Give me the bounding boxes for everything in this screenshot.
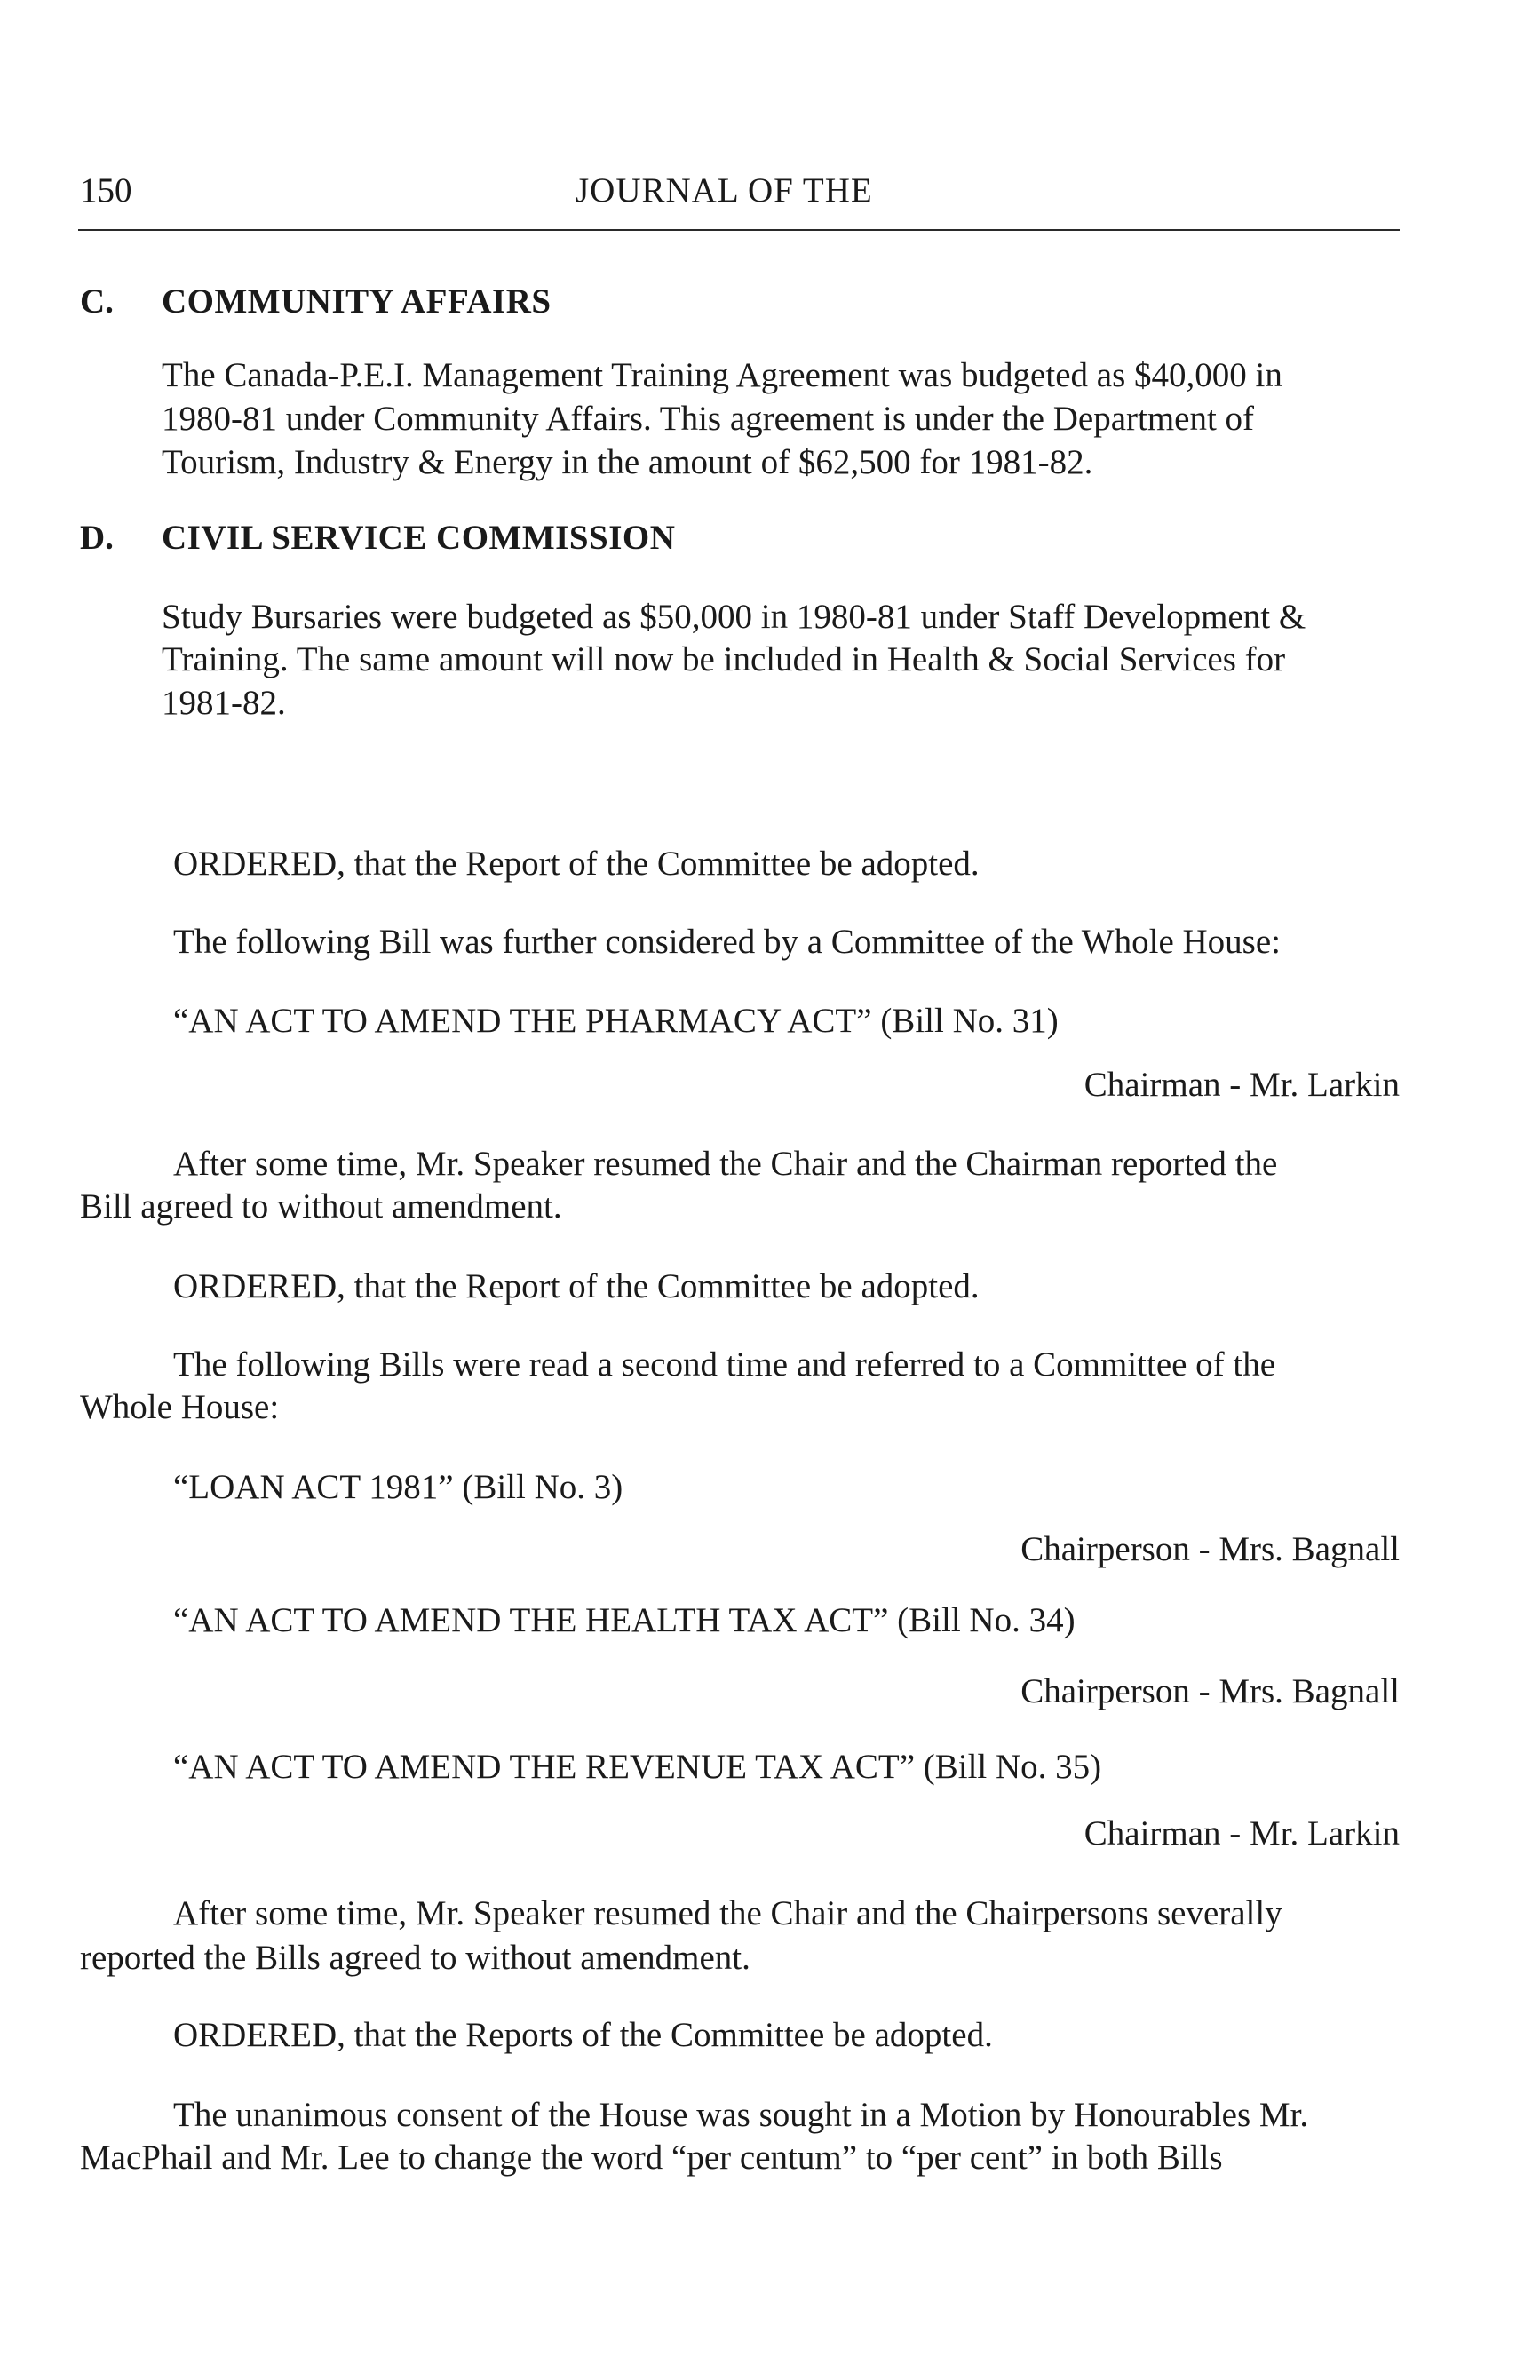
chairperson-credit: Chairperson - Mrs. Bagnall bbox=[1020, 1530, 1400, 1568]
section-d-title: CIVIL SERVICE COMMISSION bbox=[162, 519, 676, 557]
after-time-paragraph: reported the Bills agreed to without amendment. bbox=[80, 1939, 750, 1977]
header-rule bbox=[78, 229, 1400, 231]
after-time-paragraph: After some time, Mr. Speaker resumed the Chair and the Chairman reported the bbox=[173, 1145, 1278, 1183]
section-d-letter: D. bbox=[80, 519, 114, 557]
after-time-paragraph: After some time, Mr. Speaker resumed the Chair and the Chairpersons severally bbox=[173, 1894, 1282, 1932]
consent-paragraph: MacPhail and Mr. Lee to change the word “per centum” to “per cent” in both Bills bbox=[80, 2138, 1223, 2177]
bill-title-revenue-tax: “AN ACT TO AMEND THE REVENUE TAX ACT” (Bill No. 35) bbox=[173, 1748, 1102, 1786]
section-d-line: Study Bursaries were budgeted as $50,000 in 1980-81 under Staff Development & bbox=[162, 598, 1306, 636]
ordered-paragraph: ORDERED, that the Report of the Committee be adopted. bbox=[173, 845, 980, 883]
section-d-line: 1981-82. bbox=[162, 684, 286, 722]
bill-title-loan: “LOAN ACT 1981” (Bill No. 3) bbox=[173, 1468, 623, 1506]
section-c-line: 1980-81 under Community Affairs. This agreement is under the Department of bbox=[162, 400, 1255, 438]
bill-title-health-tax: “AN ACT TO AMEND THE HEALTH TAX ACT” (Bill No. 34) bbox=[173, 1601, 1076, 1639]
following-bills-paragraph: The following Bills were read a second time and referred to a Committee of the bbox=[173, 1345, 1276, 1384]
running-head: JOURNAL OF THE bbox=[576, 171, 873, 210]
section-c-line: The Canada-P.E.I. Management Training Agreement was budgeted as $40,000 in bbox=[162, 356, 1282, 394]
ordered-paragraph: ORDERED, that the Report of the Committee be adopted. bbox=[173, 1267, 980, 1305]
section-c-line: Tourism, Industry & Energy in the amount of $62,500 for 1981-82. bbox=[162, 443, 1093, 481]
ordered-paragraph: ORDERED, that the Reports of the Committee be adopted. bbox=[173, 2016, 993, 2054]
chairman-credit: Chairman - Mr. Larkin bbox=[1084, 1066, 1400, 1104]
section-c-letter: C. bbox=[80, 282, 114, 321]
section-c-title: COMMUNITY AFFAIRS bbox=[162, 282, 552, 321]
following-bills-paragraph: Whole House: bbox=[80, 1388, 280, 1426]
bill-title-pharmacy: “AN ACT TO AMEND THE PHARMACY ACT” (Bill No. 31) bbox=[173, 1002, 1059, 1040]
following-bill-paragraph: The following Bill was further considered by a Committee of the Whole House: bbox=[173, 923, 1281, 961]
page-number: 150 bbox=[80, 171, 132, 210]
section-d-line: Training. The same amount will now be included in Health & Social Services for bbox=[162, 640, 1286, 678]
chairman-credit: Chairman - Mr. Larkin bbox=[1084, 1814, 1400, 1852]
after-time-paragraph: Bill agreed to without amendment. bbox=[80, 1187, 562, 1226]
chairperson-credit: Chairperson - Mrs. Bagnall bbox=[1020, 1672, 1400, 1710]
consent-paragraph: The unanimous consent of the House was sought in a Motion by Honourables Mr. bbox=[173, 2096, 1309, 2134]
